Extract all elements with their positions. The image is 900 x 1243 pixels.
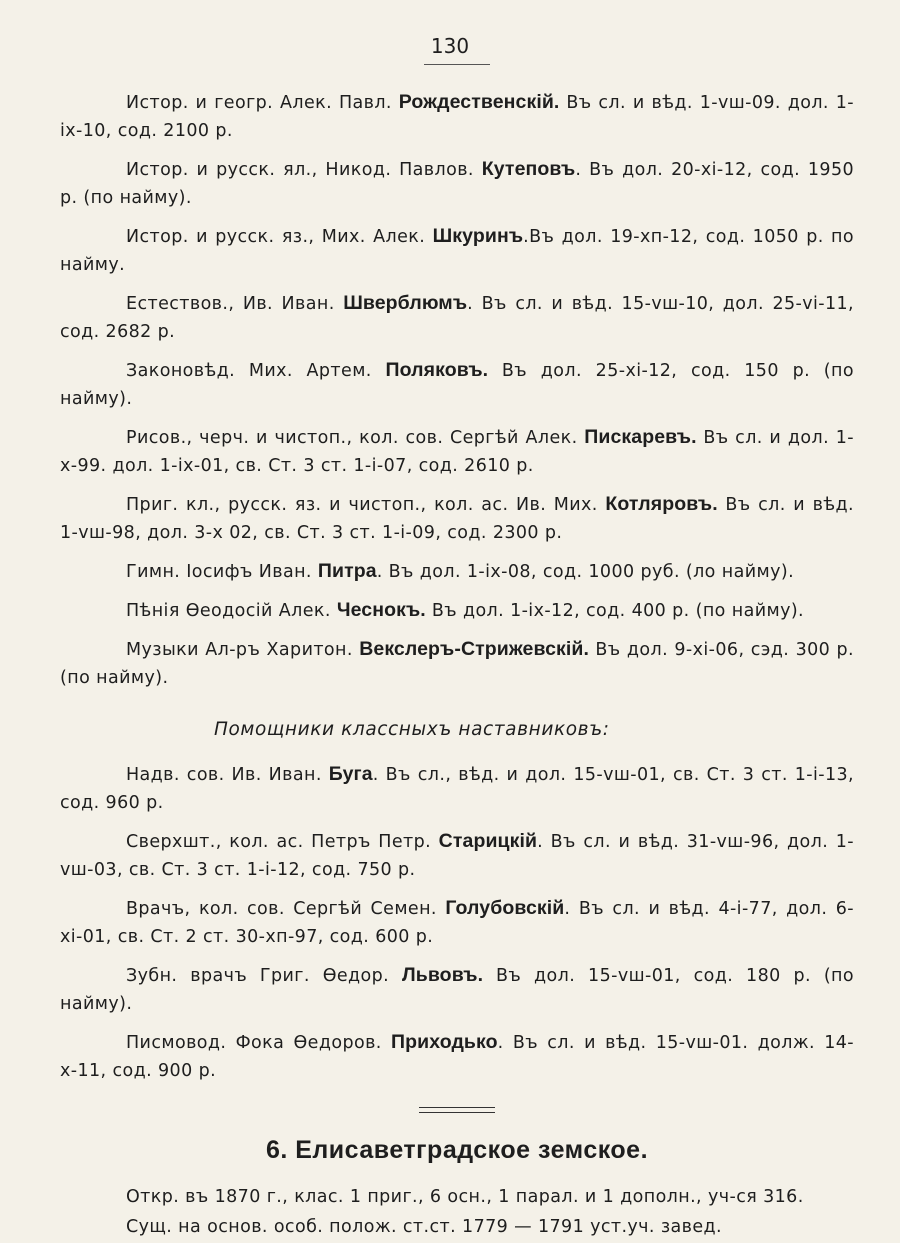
staff-surname: Векслеръ-Стрижевскій.	[359, 638, 590, 660]
staff-surname: Питра	[317, 560, 377, 582]
staff-entry: Истор. и русск. яз., Мих. Алек. Шкуринъ.Въ дол. 19-хп-12, сод. 1050 р. по найму.	[60, 225, 855, 275]
section-paragraph: Сущ. на основ. особ. полож. ст.ст. 1779 — 1791 уст.уч. завед.	[126, 1217, 723, 1237]
helper-surname: Буга	[328, 763, 373, 785]
staff-entry: Пѣнія Өеодосій Алек. Чеснокъ. Въ дол. 1-іх-12, сод. 400 р. (по найму).	[126, 599, 805, 621]
staff-entry: Рисов., черч. и чистоп., кол. сов. Сергѣй Алек. Пискаревъ. Въ сл. и дол. 1-х-99. дол. 1-іх-01, св. Ст. 3 ст. 1-і-07, сод. 2610 р.	[60, 426, 854, 476]
helper-entry: Надв. сов. Ив. Иван. Буга. Въ сл., вѣд. и дол. 15-vш-01, св. Ст. 3 ст. 1-і-13, сод. 960 р.	[60, 763, 854, 813]
staff-surname: Чеснокъ.	[336, 599, 426, 621]
section-title: 6. Елисаветградское земское.	[265, 1136, 649, 1164]
helper-entry: Зубн. врачъ Григ. Өедор. Львовъ. Въ дол. 15-vш-01, сод. 180 р. (по найму).	[60, 964, 854, 1014]
staff-surname: Рождественскій.	[398, 91, 560, 113]
staff-entry: Законовѣд. Мих. Артем. Поляковъ. Въ дол. 25-хі-12, сод. 150 р. (по найму).	[60, 359, 854, 409]
helper-entry: Сверхшт., кол. ас. Петръ Петр. Старицкій. Въ сл. и вѣд. 31-vш-96, дол. 1-vш-03, св. Ст. 3 ст. 1-і-12, сод. 750 р.	[60, 830, 854, 880]
helper-surname: Приходько	[391, 1031, 498, 1053]
helper-list	[60, 760, 854, 1085]
section-divider	[419, 1107, 495, 1113]
page-number-rule	[424, 64, 490, 65]
helper-surname: Львовъ.	[401, 964, 484, 986]
page-content	[60, 88, 854, 1243]
staff-entry: Музыки Ал-ръ Харитон. Векслеръ-Стрижевскій. Въ дол. 9-хі-06, сэд. 300 р. (по найму).	[60, 638, 854, 688]
staff-entry: Истор. и геогр. Алек. Павл. Рождественскій. Въ сл. и вѣд. 1-vш-09. дол. 1-іх-10, сод. 2100 р.	[60, 91, 855, 141]
page-number: 130	[430, 34, 470, 58]
staff-surname: Шверблюмъ	[343, 292, 468, 314]
helper-entry: Писмовод. Фока Өедоров. Приходько. Въ сл. и вѣд. 15-vш-01. долж. 14-х-11, сод. 900 р.	[60, 1031, 855, 1081]
staff-surname: Пискаревъ.	[584, 426, 697, 448]
staff-surname: Котляровъ.	[605, 493, 718, 515]
staff-entry: Истор. и русск. ял., Никод. Павлов. Кутеповъ. Въ дол. 20-хі-12, сод. 1950 р. (по найму).	[60, 158, 855, 208]
staff-surname: Кутеповъ	[481, 158, 576, 180]
staff-entry: Естествов., Ив. Иван. Шверблюмъ. Въ сл. и вѣд. 15-vш-10, дол. 25-vі-11, сод. 2682 р.	[60, 292, 854, 342]
staff-entry: Гимн. Іосифъ Иван. Питра. Въ дол. 1-іх-08, сод. 1000 руб. (ло найму).	[126, 560, 795, 582]
staff-entry: Приг. кл., русск. яз. и чистоп., кол. ас. Ив. Мих. Котляровъ. Въ сл. и вѣд. 1-vш-98, дол. 3-х 02, св. Ст. 3 ст. 1-і-09, сод. 2300 р.	[60, 493, 855, 543]
staff-surname: Шкуринъ	[432, 225, 524, 247]
subsection-title: Помощники классныхъ наставниковъ:	[214, 719, 610, 740]
staff-surname: Поляковъ.	[385, 359, 489, 381]
helper-entry: Врачъ, кол. сов. Сергѣй Семен. Голубовскій. Въ сл. и вѣд. 4-і-77, дол. 6-хі-01, св. Ст. 2 ст. 30-хп-97, сод. 600 р.	[60, 897, 854, 947]
section-paragraph: Откр. въ 1870 г., клас. 1 приг., 6 осн., 1 парал. и 1 дополн., уч-ся 316.	[126, 1187, 804, 1207]
helper-surname: Старицкій	[438, 830, 538, 852]
helper-surname: Голубовскій	[445, 897, 565, 919]
teacher-list	[60, 88, 854, 692]
